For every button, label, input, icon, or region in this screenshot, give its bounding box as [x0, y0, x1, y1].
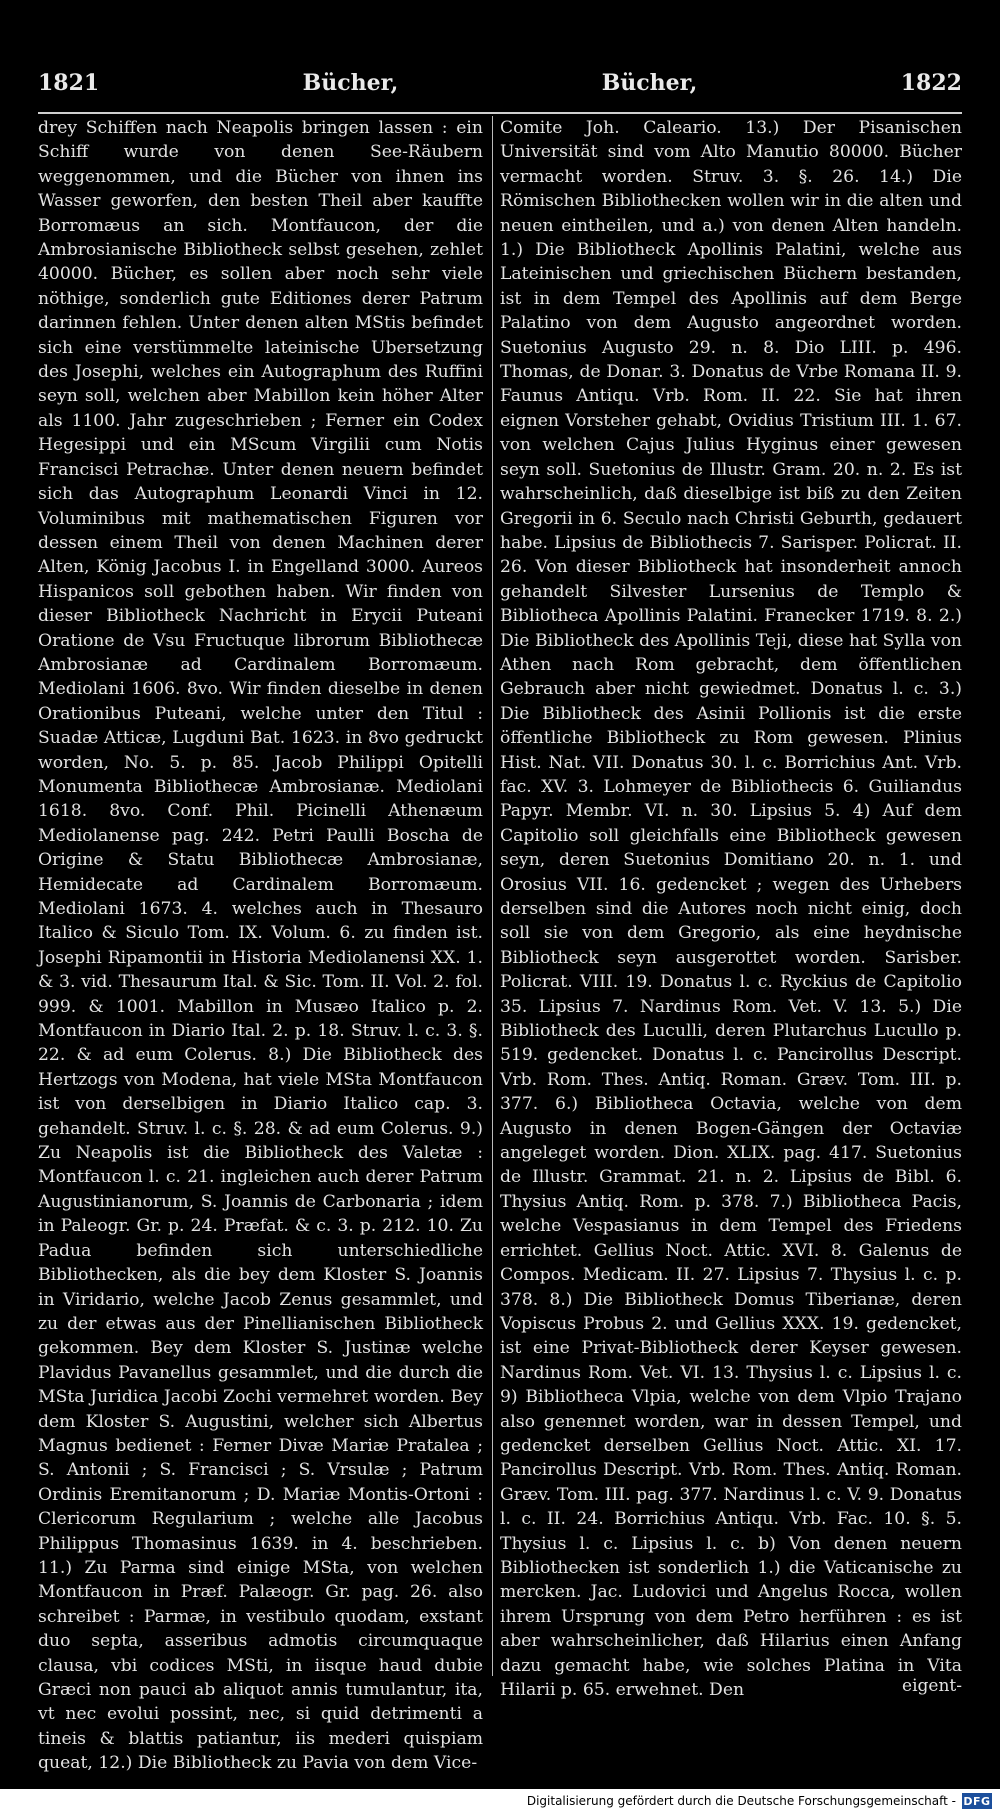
footer-credit: Digitalisierung gefördert durch die Deutsche Forschungsgemeinschaft -	[526, 1794, 956, 1808]
left-column	[38, 116, 483, 1774]
footer-bar	[0, 1789, 1000, 1813]
right-column	[500, 116, 962, 1716]
header-rule	[38, 112, 962, 114]
catchword: eigent-	[902, 1676, 962, 1696]
left-page-number: 1821	[38, 70, 100, 96]
column-divider	[492, 116, 493, 1676]
right-page-number: 1822	[900, 70, 962, 96]
right-running-title: Bücher,	[601, 70, 698, 96]
left-column-text: drey Schiffen nach Neapolis bringen lassen : ein Schiff wurde von denen See-Räubern weggenommen, und die Bücher von ihnen ins Wasser geworfen, den besten Theil aber kauffte Borromæus an sich. Montfaucon, der die Ambrosianische Bibliotheck selbst gesehen, zehlet 40000. Bücher, es sollen aber noch sehr viele nöthige, sonderlich gute Editiones derer Patrum darinnen fehlen. Unter denen alten MStis befindet sich eine verstümmelte lateinische Ubersetzung des Josephi, welches ein Autographum des Ruffini seyn soll, welchen aber Mabillon kein höher Alter als 1100. Jahr zugeschrieben ; Ferner ein Codex Hegesippi und ein MScum Virgilii cum Notis Francisci Petrachæ. Unter denen neuern befindet sich das Autographum Leonardi Vinci in 12. Voluminibus mit mathematischen Figuren vor dessen einem Theil von denen Machinen derer Alten, König Jacobus I. in Engelland 3000. Aureos Hispanicos soll gebothen haben. Wir finden von dieser Bibliotheck Nachricht in Erycii Puteani Oratione de Vsu Fructuque librorum Bibliothecæ Ambrosianæ ad Cardinalem Borromæum. Mediolani 1606. 8vo. Wir finden dieselbe in denen Orationibus Puteani, welche unter den Titul : Suadæ Atticæ, Lugduni Bat. 1623. in 8vo gedruckt worden, No. 5. p. 85. Jacob Philippi Opitelli Monumenta Bibliothecæ Ambrosianæ. Mediolani 1618. 8vo. Conf. Phil. Picinelli Athenæum Mediolanense pag. 242. Petri Paulli Boscha de Origine & Statu Bibliothecæ Ambrosianæ, Hemidecate ad Cardinalem Borromæum. Mediolani 1673. 4. welches auch in Thesauro Italico & Siculo Tom. IX. Volum. 6. zu finden ist. Josephi Ripamontii in Historia Mediolanensi XX. 1. & 3. vid. Thesaurum Ital. & Sic. Tom. II. Vol. 2. fol. 999. & 1001. Mabillon in Musæo Italico p. 2. Montfaucon in Diario Ital. 2. p. 18. Struv. l. c. 3. §. 22. & ad eum Colerus. 8.) Die Bibliotheck des Hertzogs von Modena, hat viele MSta Montfaucon ist von derselbigen in Diario Italico cap. 3. gehandelt. Struv. l. c. §. 28. & ad eum Colerus. 9.) Zu Neapolis ist die Bibliotheck des Valetæ : Montfaucon l. c. 21. ingleichen auch derer Patrum Augustinianorum, S. Joannis de Carbonaria ; idem in Paleogr. Gr. p. 24. Præfat. & c. 3. p. 212. 10. Zu Padua befinden sich unterschiedliche Bibliothecken, als die bey dem Kloster S. Joannis in Viridario, welche Jacob Zenus gesammlet, und zu der etwas aus der Pinellianischen Bibliotheck gekommen. Bey dem Kloster S. Justinæ welche Plavidus Pavanellus gesammlet, und die durch die MSta Juridica Jacobi Zochi vermehret worden. Bey dem Kloster S. Augustini, welcher sich Albertus Magnus bedienet : Ferner Divæ Mariæ Pratalea ; S. Antonii ; S. Francisci ; S. Vrsulæ ; Patrum Ordinis Eremitanorum ; D. Mariæ Montis-Ortoni : Clericorum Regularium ; welche alle Jacobus Philippus Thomasinus 1639. in 4. beschrieben. 11.) Zu Parma sind einige MSta, von welchen Montfaucon in Præf. Palæogr. Gr. pag. 26. also schreibet : Parmæ, in vestibulo quodam, exstant duo septa, asseribus admotis circumquaque clausa, vbi codices MSti, in iisque haud dubie Græci non pauci ab aliquot annis tumulantur, ita, vt nec evolui possint, nec, si quid detrimenti a tineis & blattis patiantur, iis mederi quispiam queat, 12.) Die Bibliotheck zu Pavia von dem Vice-	[38, 118, 483, 1774]
left-running-title: Bücher,	[302, 70, 399, 96]
page-header	[38, 70, 962, 110]
right-column-text: Comite Joh. Caleario. 13.) Der Pisanischen Universität sind vom Alto Manutio 80000. Bücher vermacht worden. Struv. 3. §. 26. 14.) Die Römischen Bibliothecken wollen wir in die alten und neuen eintheilen, und a.) von denen Alten handeln. 1.) Die Bibliotheck Apollinis Palatini, welche aus Lateinischen und griechischen Büchern bestanden, ist in dem Tempel des Apollinis auf dem Berge Palatino von dem Augusto angeordnet worden. Suetonius Augusto 29. n. 8. Dio LIII. p. 496. Thomas, de Donar. 3. Donatus de Vrbe Romana II. 9. Faunus Antiqu. Vrb. Rom. II. 22. Sie hat ihren eignen Vorsteher gehabt, Ovidius Tristium III. 1. 67. von welchen Cajus Julius Hyginus einer gewesen seyn soll. Suetonius de Illustr. Gram. 20. n. 2. Es ist wahrscheinlich, daß dieselbige ist biß zu den Zeiten Gregorii in 6. Seculo nach Christi Geburth, gedauert habe. Lipsius de Bibliothecis 7. Sarisper. Policrat. II. 26. Von dieser Bibliotheck hat insonderheit annoch gehandelt Silvester Lursenius de Templo & Bibliotheca Apollinis Palatini. Franecker 1719. 8. 2.) Die Bibliotheck des Apollinis Teji, diese hat Sylla von Athen nach Rom gebracht, dem öffentlichen Gebrauch aber nicht gewiedmet. Donatus l. c. 3.) Die Bibliotheck des Asinii Pollionis ist die erste öffentliche Bibliotheck zu Rom gewesen. Plinius Hist. Nat. VII. Donatus 30. l. c. Borrichius Ant. Vrb. fac. XV. 3. Lohmeyer de Bibliothecis 6. Guiliandus Papyr. Membr. VI. n. 30. Lipsius 5. 4) Auf dem Capitolio soll gleichfalls eine Bibliotheck gewesen seyn, deren Suetonius Domitiano 20. n. 1. und Orosius VII. 16. gedencket ; wegen des Urhebers derselben sind die Autores noch nicht einig, doch soll sie von dem Gregorio, als eine heydnische Bibliotheck seyn ausgerottet worden. Sarisber. Policrat. VIII. 19. Donatus l. c. Ryckius de Capitolio 35. Lipsius 7. Nardinus Rom. Vet. V. 13. 5.) Die Bibliotheck des Luculli, deren Plutarchus Lucullo p. 519. gedencket. Donatus l. c. Pancirollus Descript. Vrb. Rom. Thes. Antiq. Roman. Græv. Tom. III. p. 377. 6.) Bibliotheca Octavia, welche von dem Augusto in denen Bogen-Gängen der Octaviæ angeleget worden. Dion. XLIX. pag. 417. Suetonius de Illustr. Grammat. 21. n. 2. Lipsius de Bibl. 6. Thysius Antiq. Rom. p. 378. 7.) Bibliotheca Pacis, welche Vespasianus in dem Tempel des Friedens errichtet. Gellius Noct. Attic. XVI. 8. Galenus de Compos. Medicam. II. 27. Lipsius 7. Thysius l. c. p. 378. 8.) Die Bibliotheck Domus Tiberianæ, deren Vopiscus Probus 2. und Gellius XXX. 19. gedencket, ist eine Privat-Bibliotheck derer Keyser gewesen. Nardinus Rom. Vet. VI. 13. Thysius l. c. Lipsius l. c. 9) Bibliotheca Vlpia, welche von dem Vlpio Trajano also genennet worden, war in dessen Tempel, und gedencket derselben Gellius Noct. Attic. XI. 17. Pancirollus Descript. Vrb. Rom. Thes. Antiq. Roman. Græv. Tom. III. pag. 377. Nardinus l. c. V. 9. Donatus l. c. II. 24. Borrichius Antiqu. Vrb. Fac. 10. §. 5. Thysius l. c. Lipsius l. c. b) Von denen neuern Bibliothecken ist sonderlich 1.) die Vaticanische zu mercken. Jac. Ludovici und Angelus Rocca, wollen ihrem Ursprung von dem Petro herführen : es ist aber wahrscheinlicher, daß Hilarius einen Anfang dazu gemacht habe, wie solches Platina in Vita Hilarii p. 65. erwehnet. Den	[500, 118, 962, 1700]
dfg-logo-icon: DFG	[963, 1794, 991, 1808]
